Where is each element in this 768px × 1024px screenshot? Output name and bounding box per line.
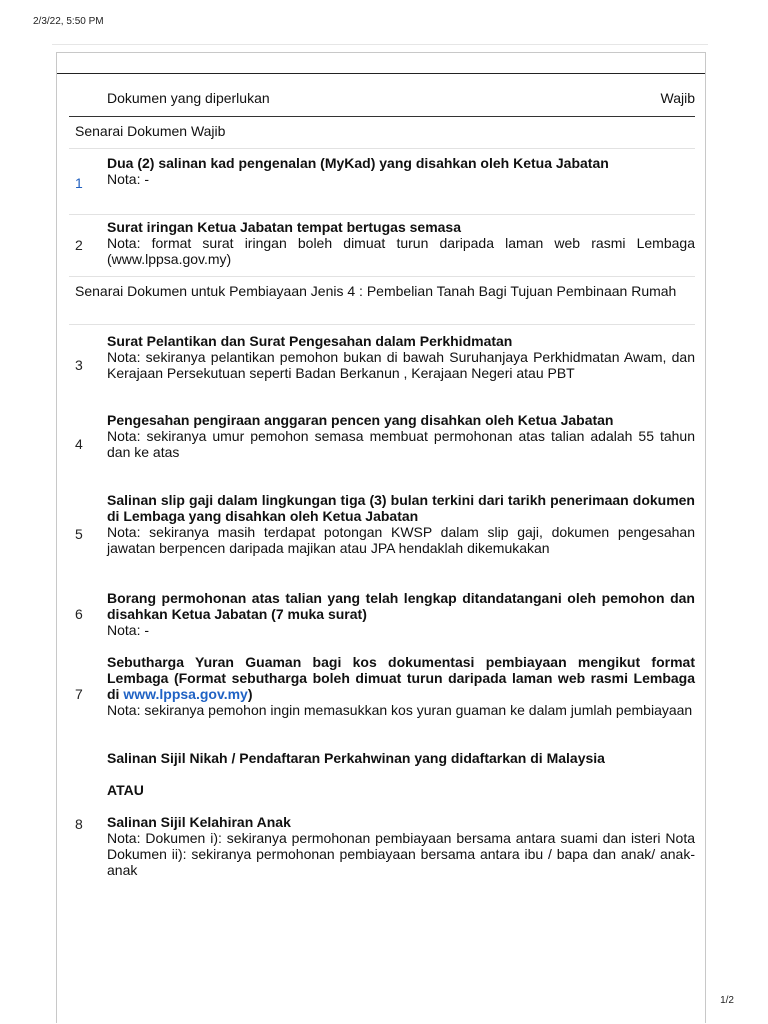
item-body (107, 333, 695, 381)
item-title: Dua (2) salinan kad pengenalan (MyKad) yang disahkan oleh Ketua Jabatan (107, 155, 609, 171)
item-title: Salinan Sijil Nikah / Pendaftaran Perkahwinan yang didaftarkan di Malaysia (107, 750, 605, 766)
print-timestamp: 2/3/22, 5:50 PM (33, 16, 104, 27)
item-number: 7 (75, 686, 83, 702)
item-title-text: Sebutharga Yuran Guaman bagi kos dokumentasi pembiayaan mengikut format Lembaga (Format sebutharga boleh dimuat turun daripada laman web rasmi Lembaga di (107, 654, 695, 702)
item-body (107, 654, 695, 718)
section-title: Senarai Dokumen Wajib (75, 123, 226, 139)
item-title: Borang permohonan atas talian yang telah lengkap ditandatangani oleh pemohon dan disahkan Ketua Jabatan (7 muka surat) (107, 590, 695, 622)
section-type4 (69, 283, 695, 325)
table-header (69, 88, 695, 117)
list-item (69, 219, 695, 277)
item-number: 5 (75, 526, 83, 542)
item-title (107, 654, 695, 702)
item-title-end: ) (247, 686, 253, 702)
document-table (56, 52, 706, 1023)
item-body (107, 412, 695, 460)
item-number: 1 (75, 175, 83, 191)
list-item (69, 155, 695, 215)
item-title: Surat Pelantikan dan Surat Pengesahan dalam Perkhidmatan (107, 333, 513, 349)
item-title: Pengesahan pengiraan anggaran pencen yang disahkan oleh Ketua Jabatan (107, 412, 614, 428)
item-body (107, 590, 695, 638)
lppsa-link[interactable]: www.lppsa.gov.my (123, 686, 248, 702)
item-note: Nota: sekiranya pelantikan pemohon bukan di bawah Suruhanjaya Perkhidmatan Awam, dan Kerajaan Persekutuan seperti Badan Berkanun , Kerajaan Negeri atau PBT (107, 349, 695, 381)
item-title: Salinan slip gaji dalam lingkungan tiga (3) bulan terkini dari tarikh penerimaan dokumen di Lembaga yang disahkan oleh Ketua Jabatan (107, 492, 695, 524)
item-note: Nota: Dokumen i): sekiranya permohonan pembiayaan bersama antara suami dan isteri Nota Dokumen ii): sekiranya permohonan pembiayaan bersama antara ibu / bapa dan anak/ anak-anak (107, 830, 695, 878)
list-item (69, 654, 695, 740)
item-title: Surat iringan Ketua Jabatan tempat bertugas semasa (107, 219, 461, 235)
item-number: 2 (75, 237, 83, 253)
section-mandatory (69, 123, 695, 149)
item-body (107, 492, 695, 556)
table-top-rule (57, 73, 705, 74)
item-number: 3 (75, 357, 83, 373)
item-body (107, 750, 695, 878)
item-title-alt: Salinan Sijil Kelahiran Anak (107, 814, 291, 830)
header-document: Dokumen yang diperlukan (107, 90, 270, 106)
item-number: 6 (75, 606, 83, 622)
list-item (69, 333, 695, 403)
section-title: Senarai Dokumen untuk Pembiayaan Jenis 4 : Pembelian Tanah Bagi Tujuan Pembinaan Rumah (75, 283, 677, 299)
item-note: Nota: format surat iringan boleh dimuat turun daripada laman web rasmi Lembaga (www.lppsa.gov.my) (107, 235, 695, 267)
page-number: 1/2 (720, 995, 734, 1006)
list-item (69, 590, 695, 642)
header-required: Wajib (660, 90, 695, 106)
item-note: Nota: - (107, 171, 150, 187)
item-number: 4 (75, 436, 83, 452)
item-body (107, 219, 695, 267)
list-item (69, 750, 695, 900)
item-body (107, 155, 695, 187)
item-number: 8 (75, 816, 83, 832)
or-label: ATAU (107, 782, 144, 798)
item-note: Nota: sekiranya umur pemohon semasa membuat permohonan atas talian adalah 55 tahun dan ke atas (107, 428, 695, 460)
item-note: Nota: sekiranya masih terdapat potongan KWSP dalam slip gaji, dokumen pengesahan jawatan berpencen daripada majikan atau JPA hendaklah dikemukakan (107, 524, 695, 556)
list-item (69, 492, 695, 576)
item-note: Nota: - (107, 622, 150, 638)
item-note: Nota: sekiranya pemohon ingin memasukkan kos yuran guaman ke dalam jumlah pembiayaan (107, 702, 693, 718)
page-edge (52, 44, 708, 51)
list-item (69, 412, 695, 478)
